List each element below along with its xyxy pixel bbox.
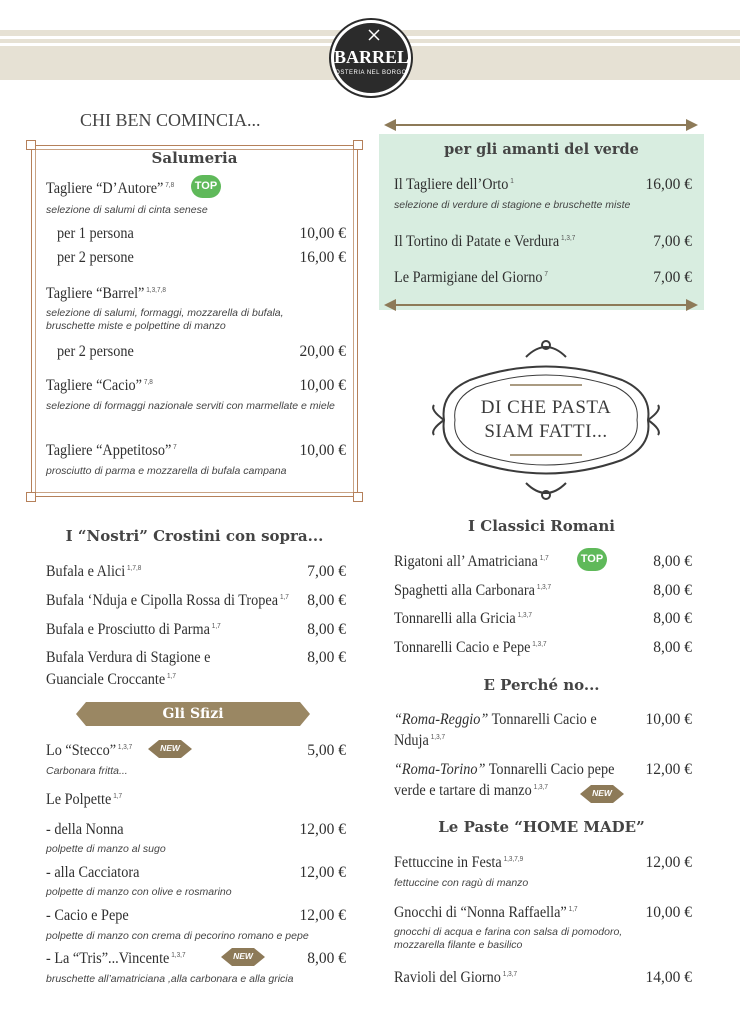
menu-item-name: Tonnarelli Cacio e Pepe $^{1,3,7}$ bbox=[394, 639, 547, 656]
section-heading: CHI BEN COMINCIA... bbox=[80, 110, 261, 130]
pasta-heading-line1: DI CHE PASTA bbox=[480, 397, 612, 418]
menu-item-name: Tonnarelli alla Gricia $^{1,3,7}$ bbox=[394, 610, 532, 627]
menu-price: 8,00 € bbox=[653, 610, 692, 627]
menu-item-name: Bufala e Alici $^{1,7,8}$ bbox=[46, 563, 142, 580]
crossed-cutlery-icon bbox=[367, 28, 381, 42]
menu-item-name: - La “Tris”...Vincente $^{1,3,7}$ bbox=[46, 950, 186, 967]
menu-item-name: “Roma-Reggio” Tonnarelli Cacio e bbox=[394, 711, 597, 728]
menu-item-name: Fettuccine in Festa $^{1,3,7,9}$ bbox=[394, 854, 524, 871]
menu-item-name: Spaghetti alla Carbonara $^{1,3,7}$ bbox=[394, 582, 552, 599]
new-badge: NEW bbox=[148, 740, 192, 758]
menu-item-desc: polpette di manzo con crema di pecorino romano e pepe bbox=[46, 930, 309, 942]
menu-item-name: Tagliere “Cacio” $^{7,8}$ bbox=[46, 377, 153, 394]
top-badge: TOP bbox=[577, 548, 607, 571]
menu-item-name: Tagliere “D’Autore” $^{7,8}$ bbox=[46, 180, 175, 197]
homemade-title: Le Paste “HOME MADE” bbox=[438, 818, 645, 836]
menu-item-name: - della Nonna bbox=[46, 821, 124, 838]
divider-arrow bbox=[384, 299, 698, 311]
menu-price: 8,00 € bbox=[307, 592, 346, 609]
menu-item-desc: polpette di manzo con olive e rosmarino bbox=[46, 886, 232, 898]
menu-item-name: - Cacio e Pepe bbox=[46, 907, 129, 924]
menu-price: 8,00 € bbox=[653, 639, 692, 656]
menu-item-name: - alla Cacciatora bbox=[46, 864, 140, 881]
menu-item-name: Ravioli del Giorno $^{1,3,7}$ bbox=[394, 969, 518, 986]
logo-name: BARREL bbox=[334, 47, 410, 67]
pasta-ornament bbox=[430, 335, 662, 505]
menu-price: 12,00 € bbox=[299, 907, 346, 924]
menu-price: 10,00 € bbox=[645, 904, 692, 921]
menu-price: 8,00 € bbox=[653, 582, 692, 599]
menu-item-name: Le Polpette $^{1,7}$ bbox=[46, 791, 123, 808]
menu-price: 8,00 € bbox=[307, 649, 346, 666]
menu-price: 12,00 € bbox=[299, 864, 346, 881]
menu-item-desc: Carbonara fritta... bbox=[46, 765, 128, 777]
menu-price: 10,00 € bbox=[299, 225, 346, 242]
menu-item-name: Guanciale Croccante $^{1,7}$ bbox=[46, 671, 176, 688]
crostini-title: I “Nostri” Crostini con sopra... bbox=[65, 527, 324, 545]
logo-subtitle: OSTERIA NEL BORGO bbox=[335, 70, 407, 76]
menu-item-desc: selezione di salumi, formaggi, mozzarella di bufala, bruschette miste e polpettine di manzo bbox=[46, 307, 284, 332]
menu-price: 16,00 € bbox=[299, 249, 346, 266]
menu-price: 8,00 € bbox=[307, 621, 346, 638]
menu-item-name: Gnocchi di “Nonna Raffaella” $^{1,7}$ bbox=[394, 904, 578, 921]
menu-item-name: Il Tagliere dell’Orto $^1$ bbox=[394, 176, 514, 193]
menu-price: 12,00 € bbox=[645, 761, 692, 778]
menu-price: 14,00 € bbox=[645, 969, 692, 986]
new-badge: NEW bbox=[221, 948, 265, 966]
menu-price: 16,00 € bbox=[645, 176, 692, 193]
menu-item-desc: gnocchi di acqua e farina con salsa di pomodoro, mozzarella filante e basilico bbox=[394, 926, 623, 951]
menu-price: 7,00 € bbox=[653, 269, 692, 286]
divider-arrow bbox=[384, 119, 698, 131]
verde-title: per gli amanti del verde bbox=[444, 141, 639, 158]
menu-price: 12,00 € bbox=[299, 821, 346, 838]
menu-option: per 2 persone bbox=[57, 343, 134, 360]
menu-item-desc: bruschette all’amatriciana ,alla carbonara e alla gricia bbox=[46, 973, 294, 985]
menu-item-desc: selezione di salumi di cinta senese bbox=[46, 204, 208, 216]
perche-title: E Perché no... bbox=[483, 676, 600, 694]
menu-price: 20,00 € bbox=[299, 343, 346, 360]
menu-item-name: Bufala ‘Nduja e Cipolla Rossa di Tropea $^{1,7}$ bbox=[46, 592, 289, 609]
menu-item-name: Lo “Stecco” $^{1,3,7}$ bbox=[46, 742, 133, 759]
menu-price: 8,00 € bbox=[307, 950, 346, 967]
menu-item-name: Il Tortino di Patate e Verdura $^{1,3,7}$ bbox=[394, 233, 576, 250]
menu-item-desc: selezione di verdure di stagione e bruschette miste bbox=[394, 199, 631, 211]
menu-item-name: Le Parmigiane del Giorno $^7$ bbox=[394, 269, 548, 286]
new-badge: NEW bbox=[580, 785, 624, 803]
menu-item-name: “Roma-Torino” Tonnarelli Cacio pepe bbox=[394, 761, 615, 778]
logo bbox=[331, 20, 411, 96]
menu-price: 10,00 € bbox=[299, 377, 346, 394]
top-badge: TOP bbox=[191, 175, 221, 198]
menu-price: 8,00 € bbox=[653, 553, 692, 570]
menu-item-name: Nduja $^{1,3,7}$ bbox=[394, 732, 446, 749]
menu-item-desc: prosciutto di parma e mozzarella di bufala campana bbox=[46, 465, 287, 477]
menu-price: 10,00 € bbox=[645, 711, 692, 728]
menu-item-name: Tagliere “Appetitoso” $^7$ bbox=[46, 442, 177, 459]
menu-item-name: Bufala e Prosciutto di Parma $^{1,7}$ bbox=[46, 621, 221, 638]
menu-item-desc: selezione di formaggi nazionale serviti con marmellate e miele bbox=[46, 400, 335, 412]
menu-price: 7,00 € bbox=[307, 563, 346, 580]
menu-price: 5,00 € bbox=[307, 742, 346, 759]
menu-option: per 1 persona bbox=[57, 225, 134, 242]
ornamental-frame-icon bbox=[430, 335, 662, 505]
pasta-heading-line2: SIAM FATTI... bbox=[484, 421, 608, 442]
menu-option: per 2 persone bbox=[57, 249, 134, 266]
sfizi-banner: Gli Sfizi bbox=[86, 702, 300, 726]
menu-price: 7,00 € bbox=[653, 233, 692, 250]
menu-item-name: Rigatoni all’ Amatriciana $^{1,7}$ bbox=[394, 553, 549, 570]
menu-item-name: verde e tartare di manzo $^{1,3,7}$ bbox=[394, 782, 548, 799]
menu-item-desc: fettuccine con ragù di manzo bbox=[394, 877, 529, 889]
menu-item-desc: polpette di manzo al sugo bbox=[46, 843, 166, 855]
menu-price: 10,00 € bbox=[299, 442, 346, 459]
classici-title: I Classici Romani bbox=[468, 517, 615, 535]
salumeria-title: Salumeria bbox=[151, 149, 238, 167]
menu-price: 12,00 € bbox=[645, 854, 692, 871]
menu-item-name: Tagliere “Barrel” $^{1,3,7,8}$ bbox=[46, 285, 166, 302]
menu-item-name: Bufala Verdura di Stagione e bbox=[46, 649, 211, 666]
